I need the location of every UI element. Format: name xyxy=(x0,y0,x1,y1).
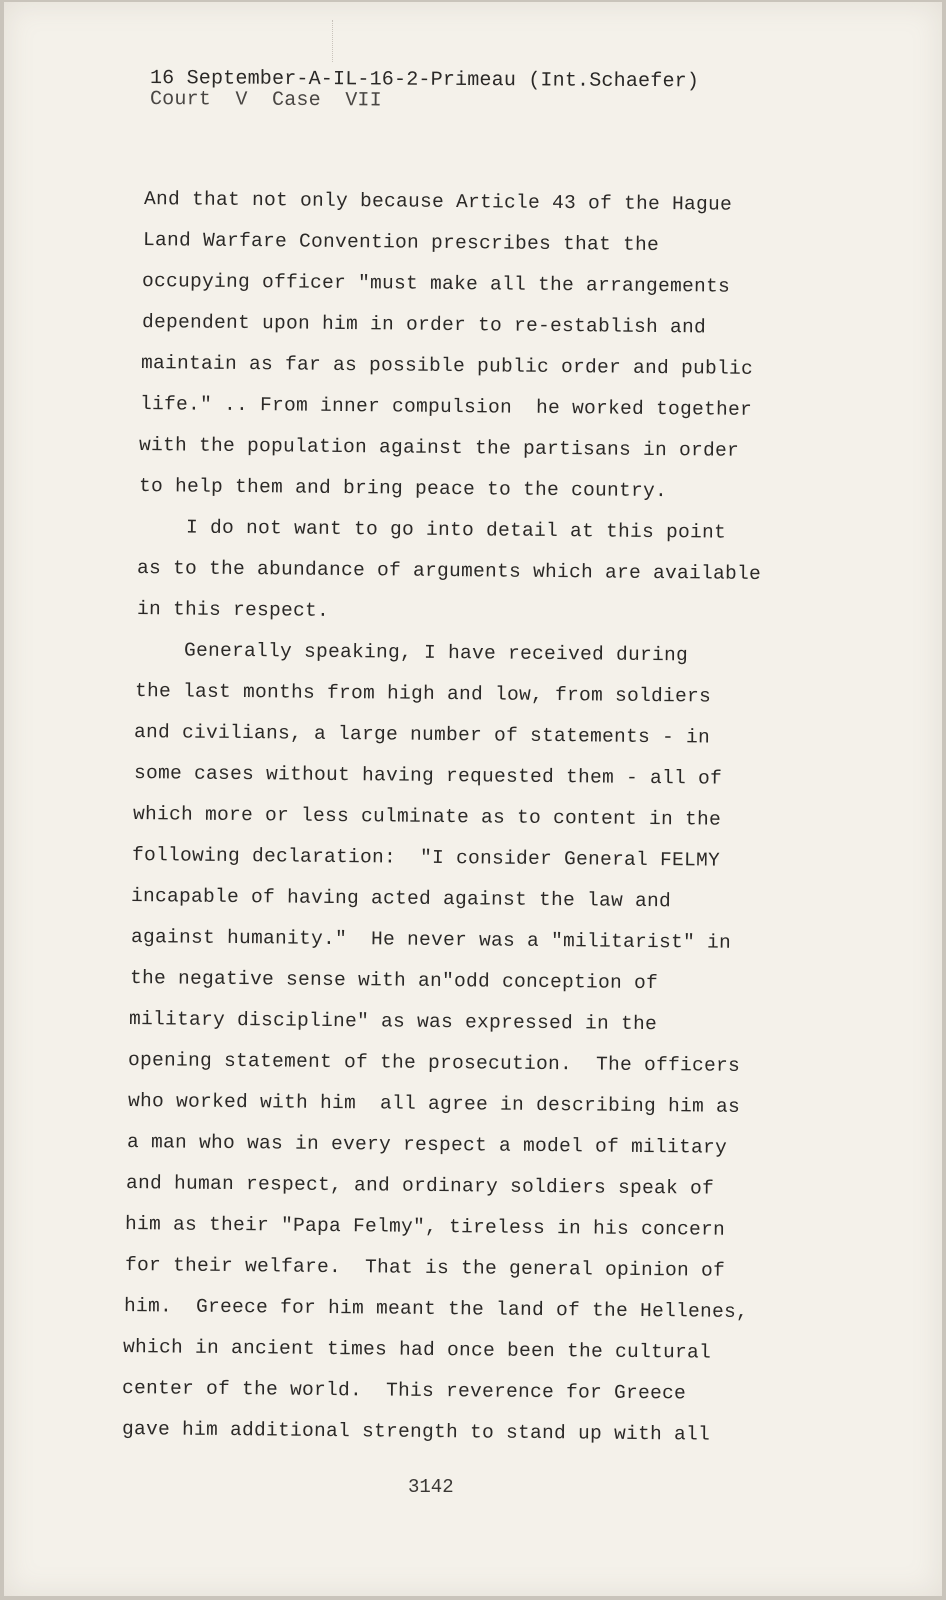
body-line: him. Greece for him meant the land of the Hellenes, xyxy=(123,1295,749,1323)
body-line: the last months from high and low, from soldiers xyxy=(134,680,712,708)
body-line: following declaration: "I consider General FELMY xyxy=(131,844,721,872)
body-line: life." .. From inner compulsion he worked together xyxy=(139,393,753,421)
body-line: to help them and bring peace to the country. xyxy=(138,475,668,503)
header-session-line: 16 September-A-IL-16-2-Primeau (Int.Schaefer) xyxy=(149,67,700,94)
body-line: which in ancient times had once been the cultural xyxy=(122,1336,712,1364)
body-line: as to the abundance of arguments which are available xyxy=(136,557,762,585)
body-line: center of the world. This reverence for Greece xyxy=(121,1377,687,1405)
binding-mark xyxy=(332,20,335,62)
body-line: incapable of having acted against the law and xyxy=(130,885,672,913)
body-line: dependent upon him in order to re-establish and xyxy=(141,311,707,339)
body-line: I do not want to go into detail at this point xyxy=(137,516,727,544)
body-line: who worked with him all agree in describing him as xyxy=(127,1090,741,1118)
body-line: some cases without having requested them - all of xyxy=(133,762,723,790)
body-line: and civilians, a large number of statements - in xyxy=(133,721,711,749)
document-page xyxy=(4,2,942,1596)
body-line: in this respect. xyxy=(136,598,330,622)
document-header xyxy=(149,67,700,113)
body-line: the negative sense with an"odd conception of xyxy=(129,967,659,995)
body-line: And that not only because Article 43 of the Hague xyxy=(143,188,733,216)
body-line: Land Warfare Convention prescribes that the xyxy=(142,229,660,256)
body-line: a man who was in every respect a model of military xyxy=(126,1131,728,1159)
body-line: against humanity." He never was a "militarist" in xyxy=(130,926,732,954)
body-line: and human respect, and ordinary soldiers speak of xyxy=(125,1172,715,1200)
header-court-line: Court V Case VII xyxy=(149,88,382,113)
body-line: Generally speaking, I have received during xyxy=(135,639,689,667)
page-number: 3142 xyxy=(408,1476,454,1498)
body-line: occupying officer "must make all the arrangements xyxy=(141,270,731,298)
body-line: military discipline" as was expressed in the xyxy=(128,1008,658,1036)
body-line: maintain as far as possible public order and public xyxy=(140,352,754,380)
body-line: him as their "Papa Felmy", tireless in his concern xyxy=(124,1213,726,1241)
body-line: opening statement of the prosecution. The officers xyxy=(127,1049,741,1077)
body-line: with the population against the partisans in order xyxy=(138,434,740,462)
body-line: which more or less culminate as to content in the xyxy=(132,803,722,831)
body-line: for their welfare. That is the general opinion of xyxy=(124,1254,726,1282)
body-line: gave him additional strength to stand up with all xyxy=(121,1418,711,1446)
